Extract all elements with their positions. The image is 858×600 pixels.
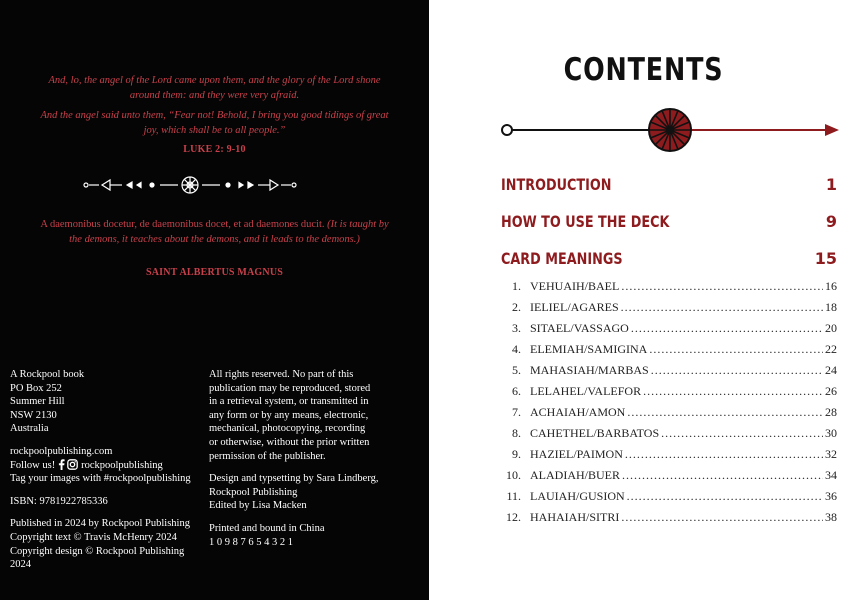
dot-leader	[627, 489, 823, 504]
toc-section-introduction[interactable]	[501, 175, 837, 199]
address-line: Summer Hill	[10, 396, 65, 408]
tag-line: Tag your images with #rockpoolpublishing	[10, 473, 191, 485]
toc-entry[interactable]	[501, 384, 837, 400]
entry-number: 7.	[512, 405, 521, 419]
section-label: HOW TO USE THE DECK	[501, 212, 670, 231]
instagram-icon[interactable]	[67, 459, 78, 470]
copyright-text-line: Copyright text © Travis McHenry 2024	[10, 531, 177, 543]
dot-leader	[631, 321, 823, 336]
toc-entry[interactable]	[501, 426, 837, 442]
entry-title: ALADIAH/BUER	[530, 468, 620, 482]
toc-entry[interactable]	[501, 279, 837, 295]
rights-line: or otherwise, without the prior written	[209, 436, 370, 448]
wheel-arrow-divider	[501, 107, 839, 153]
toc-entry[interactable]	[501, 300, 837, 316]
entry-title: HAHAIAH/SITRI	[530, 510, 620, 524]
citation-albertus: SAINT ALBERTUS MAGNUS	[145, 267, 284, 278]
entry-title: LELAHEL/VALEFOR	[530, 384, 642, 398]
toc-entry[interactable]	[501, 447, 837, 463]
website-link[interactable]: rockpoolpublishing.com	[10, 445, 113, 457]
entry-page: 20	[825, 321, 837, 335]
address-line: NSW 2130	[10, 409, 57, 421]
design-credit: Rockpool Publishing	[209, 486, 298, 498]
design-credit: Design and typsetting by Sara Lindberg,	[209, 473, 379, 485]
entry-number: 8.	[512, 426, 521, 440]
dot-leader	[651, 363, 823, 378]
rights-line: All rights reserved. No part of this	[209, 369, 354, 380]
editor-credit: Edited by Lisa Macken	[209, 500, 307, 512]
entry-title: LAUIAH/GUSION	[530, 489, 625, 503]
entry-number: 6.	[512, 384, 521, 398]
dot-leader	[622, 468, 823, 483]
toc-entry[interactable]	[501, 510, 837, 526]
dot-leader	[621, 300, 823, 315]
entry-page: 26	[825, 384, 837, 398]
quote-luke-part-1: And, lo, the angel of the Lord came upon them, and the glory of the Lord shone around them: and they were very afraid.	[48, 75, 381, 101]
print-run-numbers: 1 0 9 8 7 6 5 4 3 2 1	[209, 536, 293, 548]
section-page: 15	[814, 249, 837, 268]
entry-title: MAHASIAH/MARBAS	[530, 363, 649, 377]
toc-entry[interactable]	[501, 342, 837, 358]
rights-line: in a retrieval system, or transmitted in	[209, 396, 369, 408]
follow-prefix: Follow us!	[10, 459, 56, 471]
follow-handle[interactable]: rockpoolpublishing	[81, 459, 163, 471]
address-line: Australia	[10, 423, 49, 435]
entry-number: 1.	[512, 279, 521, 293]
entry-page: 34	[825, 468, 837, 482]
section-page: 1	[825, 175, 837, 194]
entry-page: 24	[825, 363, 837, 377]
toc-entry[interactable]	[501, 405, 837, 421]
follow-line	[10, 459, 200, 473]
dot-leader	[621, 279, 823, 294]
entry-page: 18	[825, 300, 837, 314]
quote-latin-block	[40, 217, 389, 247]
entry-number: 4.	[512, 342, 521, 356]
entry-title: SITAEL/VASSAGO	[530, 321, 629, 335]
entry-page: 22	[825, 342, 837, 356]
dot-leader	[661, 426, 823, 441]
page-title: CONTENTS	[563, 52, 724, 88]
entry-number: 12.	[506, 510, 521, 524]
imprint-right-column	[209, 368, 419, 549]
section-page: 9	[825, 212, 837, 231]
toc-entry[interactable]	[501, 363, 837, 379]
entry-title: ACHAIAH/AMON	[530, 405, 626, 419]
published-line: Published in 2024 by Rockpool Publishing	[10, 518, 190, 530]
toc-section-card-meanings[interactable]	[501, 249, 837, 273]
rights-line: permission of the publisher.	[209, 450, 326, 462]
quote-latin: A daemonibus docetur, de daemonibus docet, et ad daemones ducit.	[40, 219, 325, 230]
toc-entry[interactable]	[501, 468, 837, 484]
entry-page: 16	[825, 279, 837, 293]
section-label: INTRODUCTION	[501, 175, 612, 194]
dot-leader	[621, 510, 823, 525]
rights-line: publication may be reproduced, stored	[209, 382, 371, 394]
entry-page: 30	[825, 426, 837, 440]
dot-leader	[627, 405, 823, 420]
address-line: PO Box 252	[10, 382, 62, 394]
imprint-left-column	[10, 368, 200, 572]
dot-leader	[643, 384, 823, 399]
address-line: A Rockpool book	[10, 369, 85, 380]
toc-entry[interactable]	[501, 489, 837, 505]
isbn: ISBN: 9781922785336	[10, 495, 108, 507]
dot-leader	[649, 342, 823, 357]
entry-page: 38	[825, 510, 837, 524]
entry-number: 9.	[512, 447, 521, 461]
entry-number: 5.	[512, 363, 521, 377]
quote-luke-part-2: And the angel said unto them, “Fear not! Behold, I bring you good tidings of great joy, which shall be to all people.”	[40, 110, 389, 136]
entry-title: ELEMIAH/SAMIGINA	[530, 342, 648, 356]
entry-page: 28	[825, 405, 837, 419]
sigil-ornament	[80, 174, 350, 196]
entry-title: VEHUAIH/BAEL	[530, 279, 620, 293]
entry-title: HAZIEL/PAIMON	[530, 447, 623, 461]
entry-page: 32	[825, 447, 837, 461]
printed-line: Printed and bound in China	[209, 522, 325, 534]
entry-title: CAHETHEL/BARBATOS	[530, 426, 660, 440]
entry-number: 10.	[506, 468, 521, 482]
rights-line: mechanical, photocopying, recording	[209, 423, 366, 435]
entry-number: 3.	[512, 321, 521, 335]
section-label: CARD MEANINGS	[501, 249, 623, 268]
right-page	[429, 0, 858, 600]
copyright-design-line: Copyright design © Rockpool Publishing	[10, 545, 185, 557]
toc-section-how-to-use[interactable]	[501, 212, 837, 236]
entry-number: 2.	[512, 300, 521, 314]
entry-page: 36	[825, 489, 837, 503]
entry-number: 11.	[506, 489, 521, 503]
rights-line: any form or by any means, electronic,	[209, 409, 369, 421]
quote-latin-translation: (It is taught by the demons, it teaches about the demons, and it leads to the demons.)	[69, 219, 389, 245]
dot-leader	[625, 447, 823, 462]
facebook-icon[interactable]	[58, 459, 65, 470]
copyright-design-year: 2024	[10, 559, 31, 571]
citation-luke: LUKE 2: 9-10	[183, 144, 246, 155]
toc-entry[interactable]	[501, 321, 837, 337]
entry-title: IELIEL/AGARES	[530, 300, 619, 314]
